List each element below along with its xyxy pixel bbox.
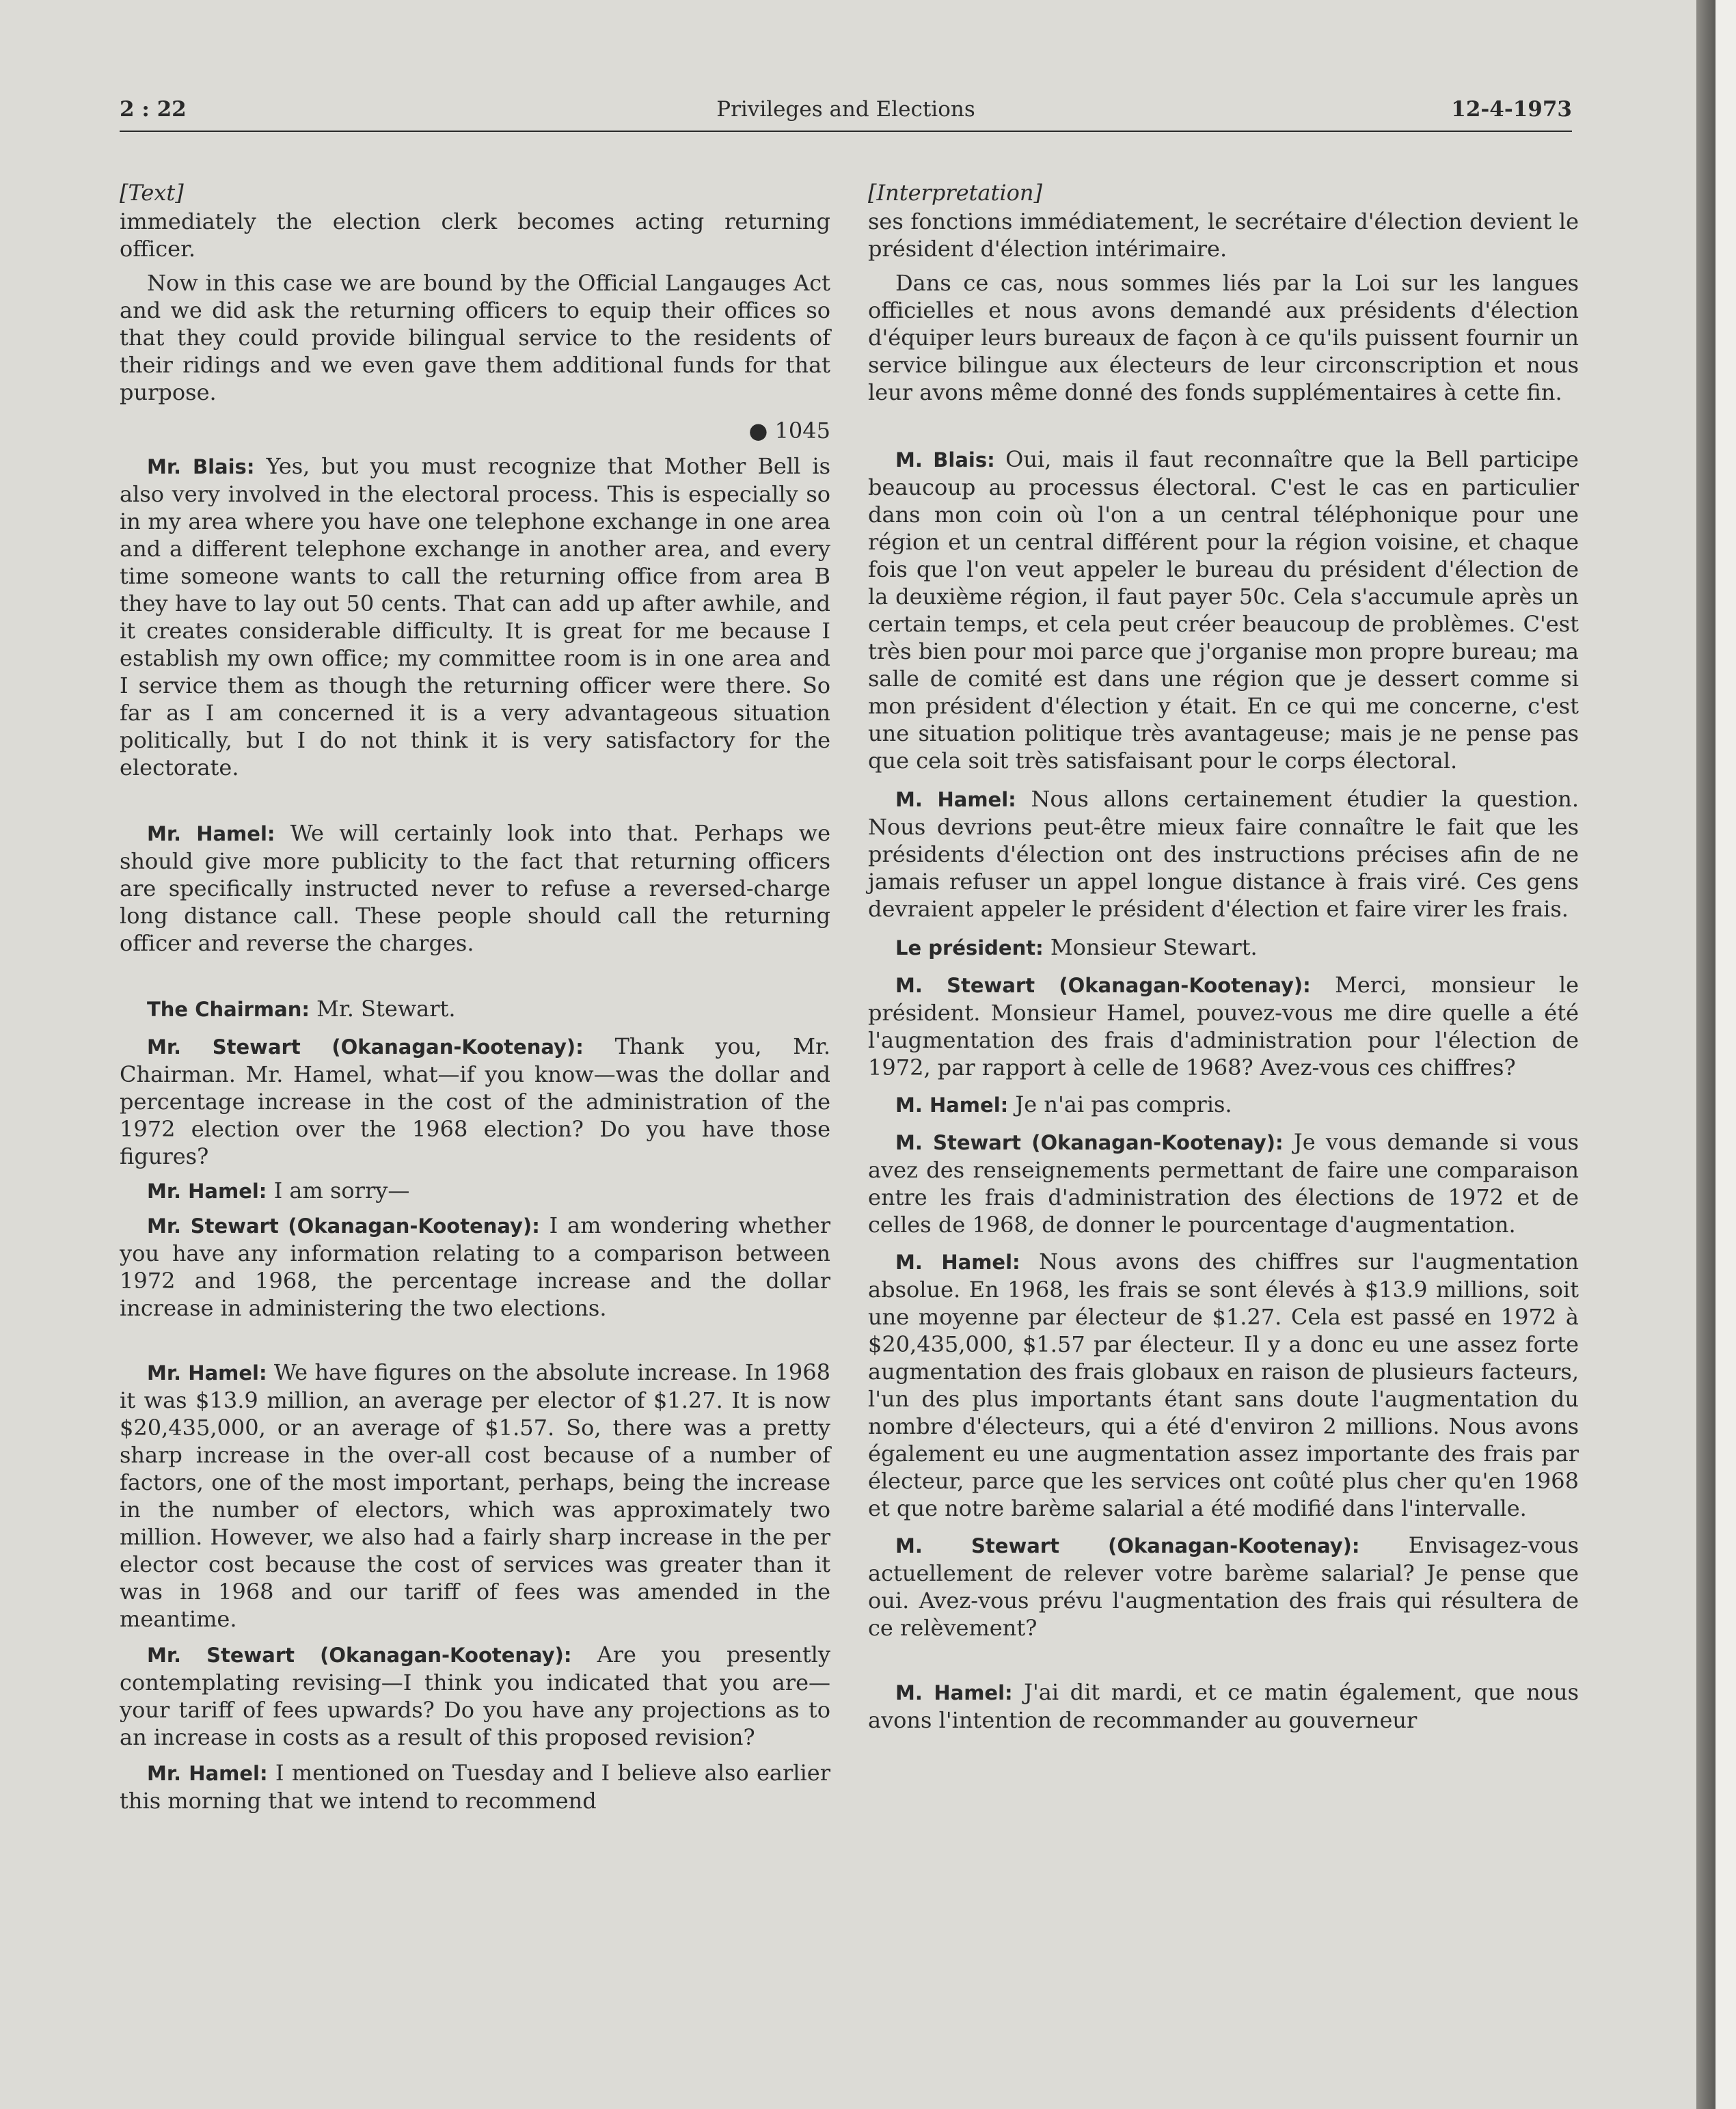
speech bbox=[120, 1212, 830, 1322]
paragraph: Dans ce cas, nous sommes liés par la Loi sur les langues officielles et nous avons demandé aux présidents d'élection d'équiper leurs bureaux de façon à ce qu'ils puissent fournir un service bilingue aux électeurs de leur circonscription et nous leur avons même donné des fonds supplémentaires à cette fin. bbox=[868, 270, 1579, 405]
speaker-name: M. Stewart (Okanagan-Kootenay): bbox=[895, 1534, 1360, 1557]
speech bbox=[120, 1759, 830, 1814]
speaker-name: Mr. Stewart (Okanagan-Kootenay): bbox=[147, 1644, 572, 1667]
speech-text: Envisagez-vous actuellement de relever votre barème salarial? Je pense que oui. Avez-vous prévu l'augmentation des frais qui résultera de ce relèvement? bbox=[868, 1532, 1579, 1641]
french-column bbox=[868, 179, 1579, 1734]
interpretation-tag: [Interpretation] bbox=[868, 180, 1042, 206]
speech-text: Oui, mais il faut reconnaître que la Bell participe beaucoup au processus électoral. C'est le cas en particulier dans mon coin où l'on a un central téléphonique pour une région et un central différent pour la région voisine, et chaque fois que l'on veut appeler le bureau du président d'élection de la deuxième région, il faut payer 50c. Cela s'accumule après un certain temps, et cela peut créer beaucoup de problèmes. C'est très bien pour moi parce que j'organise mon propre bureau; ma salle de comité est dans une région que je dessert comme si mon président d'élection y était. En ce qui me concerne, c'est une situation politique très avantageuse; mais je ne pense pas que cela soit très satisfaisant pour le corps électoral. bbox=[868, 446, 1579, 774]
speaker-name: M. Hamel: bbox=[895, 1251, 1020, 1274]
page-edge-shadow bbox=[1696, 0, 1715, 2109]
header-date: 12-4-1973 bbox=[1451, 97, 1572, 122]
speech bbox=[868, 971, 1579, 1081]
speech-text: Monsieur Stewart. bbox=[1043, 934, 1258, 960]
header-rule bbox=[120, 131, 1572, 132]
paragraph: Now in this case we are bound by the Official Langauges Act and we did ask the returning officers to equip their offices so that they could provide bilingual service to the residents of their ridings and we even gave them additional funds for that purpose. bbox=[120, 270, 830, 405]
speaker-name: Mr. Hamel: bbox=[147, 1762, 268, 1785]
speaker-name: M. Stewart (Okanagan-Kootenay): bbox=[895, 974, 1311, 997]
speech bbox=[868, 446, 1579, 774]
speech bbox=[120, 452, 830, 781]
speaker-name: M. Blais: bbox=[895, 448, 995, 472]
paragraph: ses fonctions immédiatement, le secrétaire d'élection devient le président d'élection intérimaire. bbox=[868, 208, 1579, 262]
speaker-name: M. Hamel: bbox=[895, 1093, 1009, 1117]
paragraph: immediately the election clerk becomes acting returning officer. bbox=[120, 208, 830, 262]
text-tag: [Text] bbox=[120, 180, 184, 206]
speech bbox=[868, 1128, 1579, 1238]
speaker-name: Mr. Blais: bbox=[147, 455, 255, 478]
english-column bbox=[120, 179, 830, 1814]
speech bbox=[120, 1641, 830, 1751]
speech bbox=[120, 1033, 830, 1170]
speech-text: Yes, but you must recognize that Mother Bell is also very involved in the electoral process. This is especially so in my area where you have one telephone exchange in one area and a different telephone exchange in another area, and every time someone wants to call the returning office from area B they have to lay out 50 cents. That can add up after awhile, and it creates considerable difficulty. It is great for me because I establish my own office; my committee room is in one area and I service them as though the returning officer were there. So far as I am concerned it is a very advantageous situation politically, but I do not think it is very satisfactory for the electorate. bbox=[120, 453, 830, 780]
speech bbox=[868, 1678, 1579, 1734]
speech bbox=[868, 1532, 1579, 1642]
header-title: Privileges and Elections bbox=[716, 97, 975, 122]
running-header bbox=[120, 97, 1572, 131]
speech-text: J'ai dit mardi, et ce matin également, que nous avons l'intention de recommander au gouverneur bbox=[868, 1679, 1579, 1733]
speaker-name: M. Hamel: bbox=[895, 1681, 1013, 1704]
speech bbox=[868, 1091, 1579, 1119]
speech bbox=[868, 934, 1579, 962]
speaker-name: The Chairman: bbox=[147, 998, 310, 1021]
time-marker: ● 1045 bbox=[748, 418, 830, 444]
speech-text: Je vous demande si vous avez des renseignements permettant de faire une comparaison entre les frais d'administration des élections de 1972 et de celles de 1968, de donner le pourcentage d'augmentation. bbox=[868, 1129, 1579, 1238]
speech-text: Nous allons certainement étudier la question. Nous devrions peut-être mieux faire connaître le fait que les présidents d'élection ont des instructions précises afin de ne jamais refuser un appel longue distance à frais viré. Ces gens devraient appeler le président d'élection et faire virer les frais. bbox=[868, 786, 1579, 922]
speech bbox=[868, 1248, 1579, 1522]
speech-text: Are you presently contemplating revising—I think you indicated that you are—your tariff of fees upwards? Do you have any projections as to an increase in costs as a result of this proposed revision? bbox=[120, 1642, 830, 1750]
speech-text: I am sorry— bbox=[267, 1178, 410, 1203]
speech bbox=[120, 819, 830, 957]
speech-text: Merci, monsieur le président. Monsieur Hamel, pouvez-vous me dire quelle a été l'augmentation des frais d'administration pour l'élection de 1972, par rapport à celle de 1968? Avez-vous ces chiffres? bbox=[868, 972, 1579, 1080]
speaker-name: Mr. Stewart (Okanagan-Kootenay): bbox=[147, 1214, 540, 1238]
speech-text: Je n'ai pas compris. bbox=[1008, 1091, 1232, 1117]
speech bbox=[868, 785, 1579, 923]
speech-text: Nous avons des chiffres sur l'augmentation absolue. En 1968, les frais se sont élevés à $13.9 millions, soit une moyenne par électeur de $1.27. Cela est passé en 1972 à $20,435,000, $1.57 par électeur. Il y a donc eu une assez forte augmentation des frais globaux en raison de plusieurs facteurs, l'un des plus importants étant sans doute l'augmentation du nombre d'électeurs, qui a été d'environ 2 millions. Nous avons également eu une augmentation assez importante des frais par électeur, parce que les services ont coûté plus cher qu'en 1968 et que notre barème salarial a été modifié dans l'intervalle. bbox=[868, 1249, 1579, 1521]
speaker-name: Mr. Hamel: bbox=[147, 1180, 267, 1203]
page-edge bbox=[1715, 0, 1736, 2109]
speech-text: I mentioned on Tuesday and I believe also earlier this morning that we intend to recommend bbox=[120, 1760, 831, 1814]
speech bbox=[120, 1177, 830, 1205]
speech bbox=[120, 995, 830, 1023]
speaker-name: Mr. Hamel: bbox=[147, 822, 275, 845]
page-number: 2 : 22 bbox=[120, 97, 187, 122]
speech-text: We will certainly look into that. Perhaps we should give more publicity to the fact that returning officers are specifically instructed never to refuse a reversed-charge long distance call. These people should call the returning officer and reverse the charges. bbox=[120, 820, 830, 956]
speaker-name: Mr. Stewart (Okanagan-Kootenay): bbox=[147, 1035, 584, 1059]
speech-text: I am wondering whether you have any information relating to a comparison between 1972 and 1968, the percentage increase and the dollar increase in administering the two elections. bbox=[120, 1212, 830, 1321]
speech bbox=[120, 1359, 830, 1633]
speech-text: We have figures on the absolute increase. In 1968 it was $13.9 million, an average per elector of $1.27. It is now $20,435,000, or an average of $1.57. So, there was a pretty sharp increase in the over-all cost because of a number of factors, one of the most important, perhaps, being the increase in the number of electors, which was approximately two million. However, we also had a fairly sharp increase in the per elector cost because the cost of services was greater than it was in 1968 and our tariff of fees was amended in the meantime. bbox=[120, 1359, 830, 1632]
speech-text: Mr. Stewart. bbox=[309, 996, 456, 1022]
speaker-name: Mr. Hamel: bbox=[147, 1361, 267, 1385]
speaker-name: M. Hamel: bbox=[895, 788, 1016, 811]
speaker-name: Le président: bbox=[895, 936, 1044, 960]
speech-text: Thank you, Mr. Chairman. Mr. Hamel, what—if you know—was the dollar and percentage increase in the cost of the administration of the 1972 election over the 1968 election? Do you have those figures? bbox=[120, 1033, 830, 1169]
speaker-name: M. Stewart (Okanagan-Kootenay): bbox=[895, 1131, 1284, 1154]
